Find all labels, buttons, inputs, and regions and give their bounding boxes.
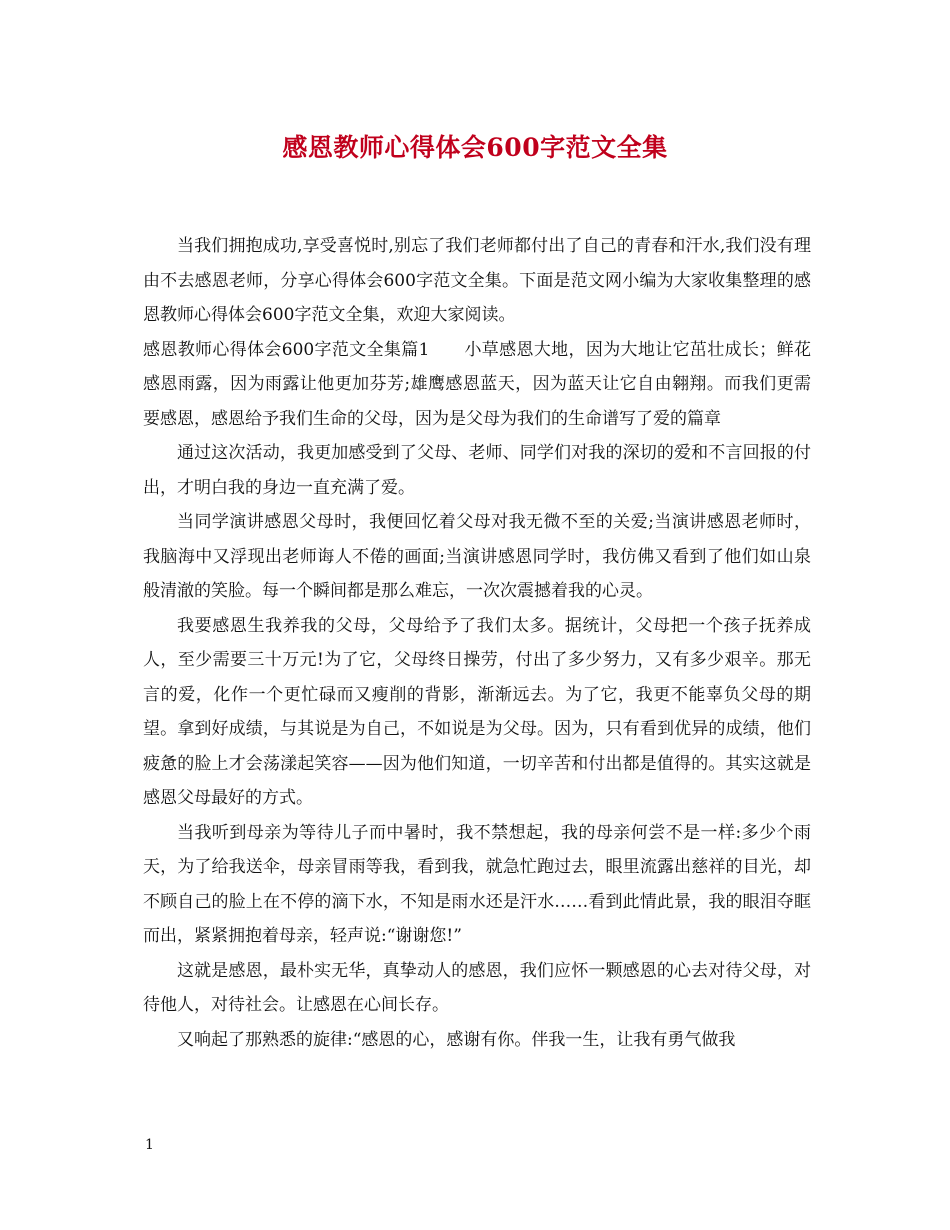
paragraph-speech: 当同学演讲感恩父母时，我便回忆着父母对我无微不至的关爱;当演讲感恩老师时，我脑海中又浮现出老师诲人不倦的画面;当演讲感恩同学时，我仿佛又看到了他们如山泉般清澈的笑脸。每一个瞬间都是那么难忘，一次次震撼着我的心灵。 xyxy=(143,512,811,601)
document-body xyxy=(143,229,811,1057)
paragraph-parents: 我要感恩生我养我的父母，父母给予了我们太多。据统计，父母把一个孩子抚养成人，至少需要三十万元!为了它，父母终日操劳，付出了多少努力，又有多少艰辛。那无言的爱，化作一个更忙碌而又瘦削的背影，渐渐远去。为了它，我更不能辜负父母的期望。拿到好成绩，与其说是为自己，不如说是为父母。因为，只有看到优异的成绩，他们疲惫的脸上才会荡漾起笑容——因为他们知道，一切辛苦和付出都是值得的。其实这就是感恩父母最好的方式。 xyxy=(143,615,811,808)
page-number: 1 xyxy=(145,1137,154,1153)
paragraph-melody: 又响起了那熟悉的旋律:“感恩的心，感谢有你。伴我一生，让我有勇气做我 xyxy=(177,1029,736,1050)
paragraph-section-1: 感恩教师心得体会600字范文全集篇1 小草感恩大地，因为大地让它茁壮成长；鲜花感恩雨露，因为雨露让他更加芬芳;雄鹰感恩蓝天，因为蓝天让它自由翱翔。而我们更需要感恩，感恩给予我们生命的父母，因为是父母为我们的生命谱写了爱的篇章 xyxy=(143,339,811,429)
paragraph-gratitude: 这就是感恩，最朴实无华，真挚动人的感恩，我们应怀一颗感恩的心去对待父母，对待他人，对待社会。让感恩在心间长存。 xyxy=(143,960,811,1015)
document-title: 感恩教师心得体会600字范文全集 xyxy=(282,133,668,162)
paragraph-activity: 通过这次活动，我更加感受到了父母、老师、同学们对我的深切的爱和不言回报的付出，才明白我的身边一直充满了爱。 xyxy=(143,443,811,498)
paragraph-intro: 当我们拥抱成功,享受喜悦时,别忘了我们老师都付出了自己的青春和汗水,我们没有理由不去感恩老师，分享心得体会600字范文全集。下面是范文网小编为大家收集整理的感恩教师心得体会600字范文全集，欢迎大家阅读。 xyxy=(143,236,811,325)
paragraph-mother: 当我听到母亲为等待儿子而中暑时，我不禁想起，我的母亲何尝不是一样:多少个雨天，为了给我送伞，母亲冒雨等我，看到我，就急忙跑过去，眼里流露出慈祥的目光，却不顾自己的脸上在不停的滴下水，不知是雨水还是汗水……看到此情此景，我的眼泪夺眶而出，紧紧拥抱着母亲，轻声说:“谢谢您!” xyxy=(143,822,811,946)
